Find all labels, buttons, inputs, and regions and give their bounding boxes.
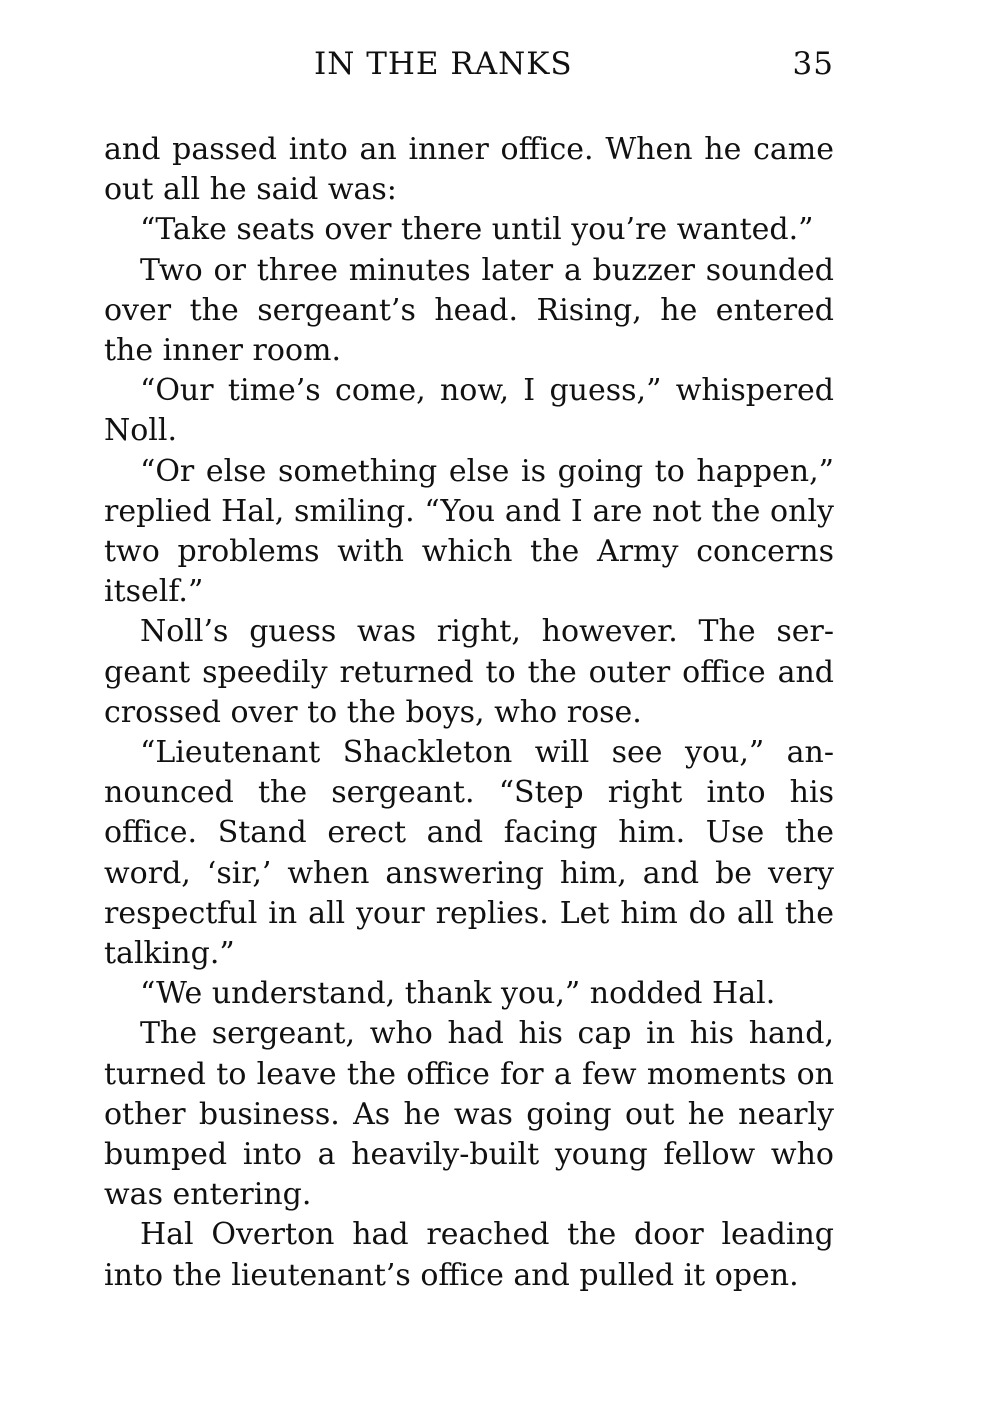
paragraph: “Or else something else is going to happen,” replied Hal, smiling. “You and I are not the only two problems with which the Army concerns itself.” (104, 453, 834, 610)
paragraph: “We understand, thank you,” nodded Hal. (140, 976, 776, 1012)
paragraph: “Lieutenant Shackleton will see you,” announced the sergeant. “Step right into his office. Stand erect and facing him. Use the word, ‘sir,’ when answering him, and be very respectful in all your replies. Let him do all the talking.” (104, 735, 834, 972)
paragraph: Hal Overton had reached the door leading into the lieutenant’s office and pulled it open. (104, 1217, 834, 1293)
body-text (104, 130, 834, 1296)
paragraph: and passed into an inner office. When he came out all he said was: (104, 132, 834, 208)
paragraph: Noll’s guess was right, however. The sergeant speedily returned to the outer office and crossed over to the boys, who rose. (104, 614, 834, 730)
paragraph: “Take seats over there until you’re wanted.” (140, 212, 814, 248)
running-head (104, 46, 834, 90)
paragraph: The sergeant, who had his cap in his hand, turned to leave the office for a few moments on other business. As he was going out he nearly bumped into a heavily-built young fellow who was entering. (104, 1016, 834, 1213)
paragraph: “Our time’s come, now, I guess,” whispered Noll. (104, 373, 834, 449)
paragraph: Two or three minutes later a buzzer sounded over the sergeant’s head. Rising, he entered the inner room. (104, 252, 834, 369)
running-title: IN THE RANKS (314, 46, 573, 82)
page-number: 35 (792, 46, 834, 82)
